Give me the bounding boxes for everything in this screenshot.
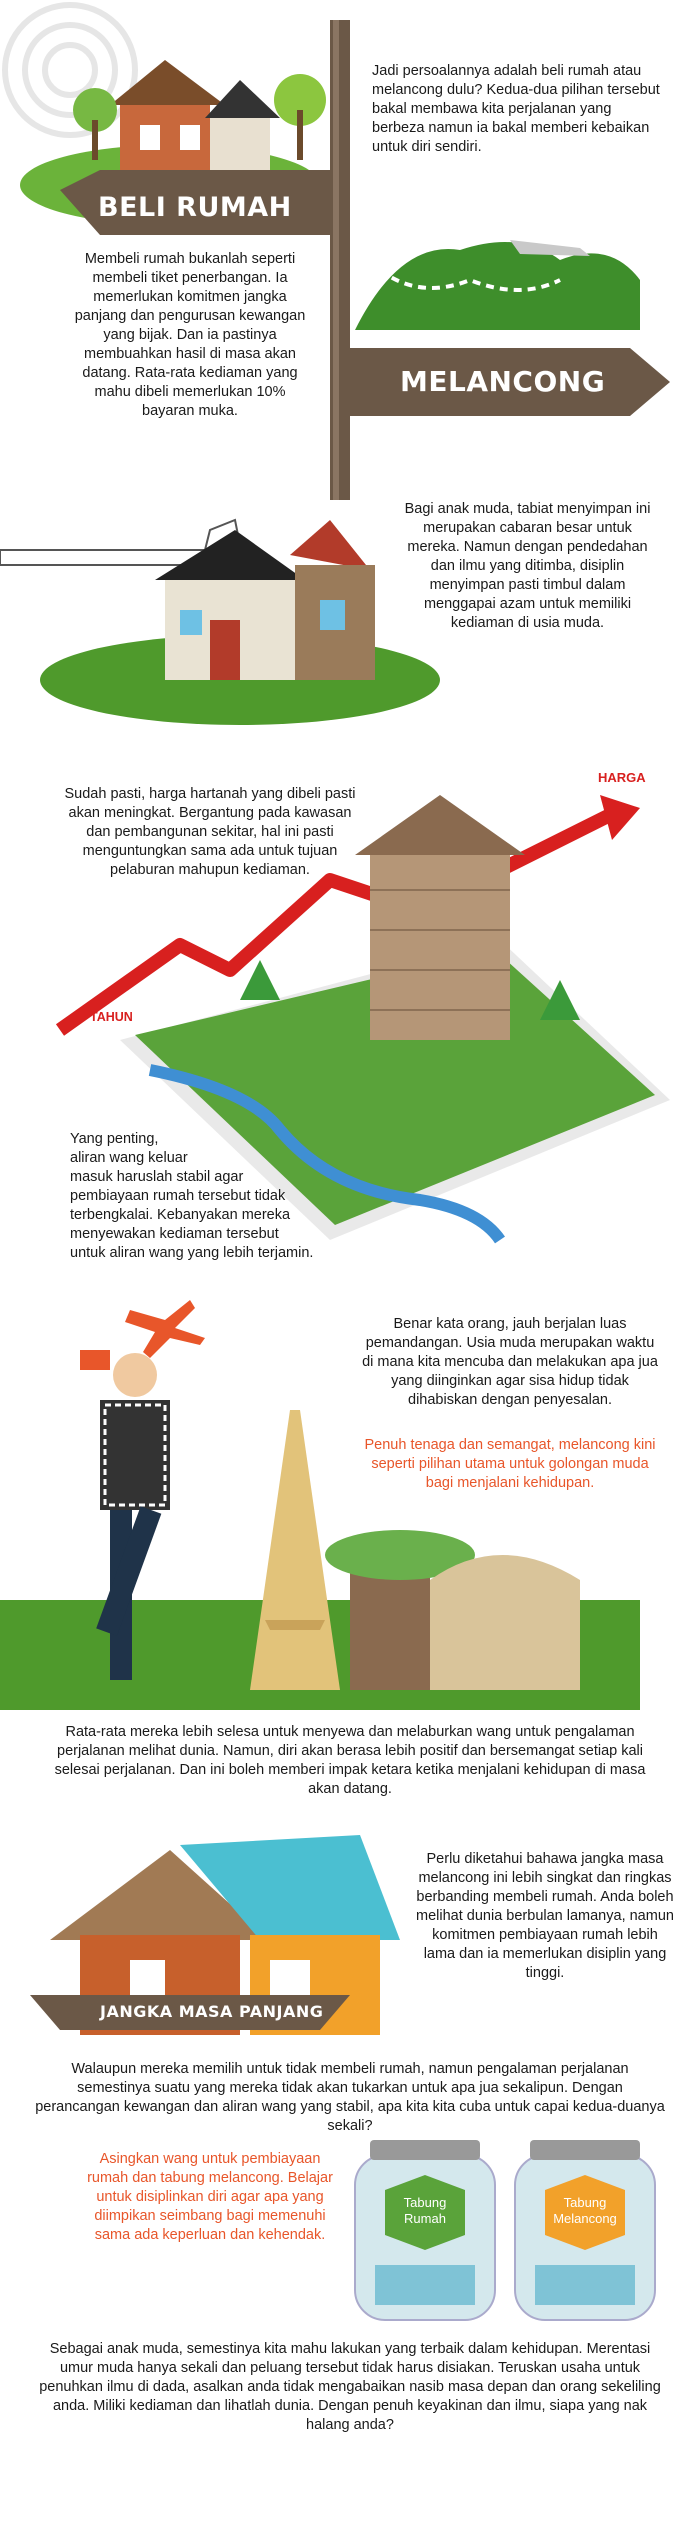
penting-line: menyewakan kediaman tersebut [70, 1226, 279, 1242]
selesa-paragraph: Rata-rata mereka lebih selesa untuk menyewa dan melaburkan wang untuk pengalaman perjalanan melihat dunia. Namun, diri akan berasa lebih positif dan bersemangat setiap kali selesai perjalanan. Dan ini boleh memberi impak ketara ketika menjalani kehidupan di masa akan datang. [54, 1724, 646, 1797]
tenaga-paragraph: Penuh tenaga dan semangat, melancong kini seperti pilihan utama untuk golongan muda bagi menjalani kehidupan. [364, 1437, 656, 1491]
beli-rumah-sign: BELI RUMAH [98, 192, 292, 223]
longterm-house [30, 1830, 410, 2050]
jangka-sign: JANGKA MASA PANJANG [100, 2002, 324, 2021]
harga-label: HARGA [598, 770, 646, 785]
penting-line: terbengkalai. Kebanyakan mereka [70, 1207, 291, 1223]
penting-line: masuk haruslah stabil agar [70, 1169, 244, 1185]
tahun-label: TAHUN [90, 1010, 133, 1024]
beli-paragraph: Membeli rumah bukanlah seperti membeli tiket penerbangan. Ia memerlukan komitmen jangka panjang dan pengurusan kewangan yang bijak. Dan ia pastinya membuahkan hasil di masa akan datang. Rata-rata kediaman yang mahu dibeli memerlukan 10% bayaran muka. [74, 251, 306, 419]
walaupun-paragraph: Walaupun mereka memilih untuk tidak membeli rumah, namun pengalaman perjalanan semestinya suatu yang mereka tidak akan tukarkan untuk apa jua sekalipun. Dengan perancangan kewangan dan aliran wang yang stabil, apa kita kita cuba untuk capai kedua-duanya sekali? [35, 2061, 665, 2134]
penting-paragraph [70, 1130, 390, 1263]
asingkan-paragraph: Asingkan wang untuk pembiayaan rumah dan tabung melancong. Belajar untuk disiplinkan diri agar apa yang diimpikan seimbang bagi memenuhi sama ada keperluan dan kehendak. [87, 2151, 333, 2243]
penting-line: Yang penting, [70, 1131, 159, 1147]
penting-line: aliran wang keluar [70, 1150, 188, 1166]
intro-paragraph: Jadi persoalannya adalah beli rumah atau melancong dulu? Kedua-dua pilihan tersebut bakal membawa kita perjalanan yang berbeza namun ia bakal memberi kebaikan untuk diri sendiri. [372, 63, 660, 155]
jar-melancong [515, 2140, 655, 2320]
jar-melancong-label: Tabung Melancong [553, 2195, 617, 2226]
savings-jars [345, 2135, 675, 2335]
jar-rumah-label: Tabung Rumah [403, 2195, 447, 2226]
penting-line: untuk aliran wang yang lebih terjamin. [70, 1245, 314, 1261]
penting-line: pembiayaan rumah tersebut tidak [70, 1188, 286, 1204]
akhir-paragraph: Sebagai anak muda, semestinya kita mahu lakukan yang terbaik dalam kehidupan. Merentasi umur muda hanya sekali dan peluang tersebut tidak harus disiakan. Teruskan usaha untuk penuhkan ilmu di dada, asalkan anda tidak mengabaikan nasib masa depan dan orang sekeliling anda. Miliki kediaman dan lihatlah dunia. Dengan penuh keyakinan dan ilmu, siapa yang nak halang anda? [39, 2341, 661, 2433]
jauh-paragraph: Benar kata orang, jauh berjalan luas pemandangan. Usia muda merupakan waktu di mana kita mencuba dan melakukan apa jua yang diinginkan agar sisa hidup tidak dihabiskan dengan penyesalan. [362, 1316, 658, 1408]
anak-muda-paragraph: Bagi anak muda, tabiat menyimpan ini merupakan cabaran besar untuk mereka. Namun dengan pendedahan dan ilmu yang ditimba, disiplin menyimpan pasti timbul dalam menggapai azam untuk memiliki kediaman di usia muda. [404, 501, 651, 631]
harga-paragraph: Sudah pasti, harga hartanah yang dibeli pasti akan meningkat. Bergantung pada kawasan dan pembangunan sekitar, hal ini pasti menguntungkan sama ada untuk tujuan pelaburan mahupun kediaman. [64, 786, 356, 878]
jar-rumah [355, 2140, 495, 2320]
singkat-paragraph: Perlu diketahui bahawa jangka masa melancong ini lebih singkat dan ringkas berbanding membeli rumah. Anda boleh melihat dunia berbulan lamanya, namun komitmen pembiayaan rumah lebih lama dan ia memerlukan disiplin yang tinggi. [416, 1851, 674, 1981]
melancong-sign: MELANCONG [400, 365, 606, 398]
